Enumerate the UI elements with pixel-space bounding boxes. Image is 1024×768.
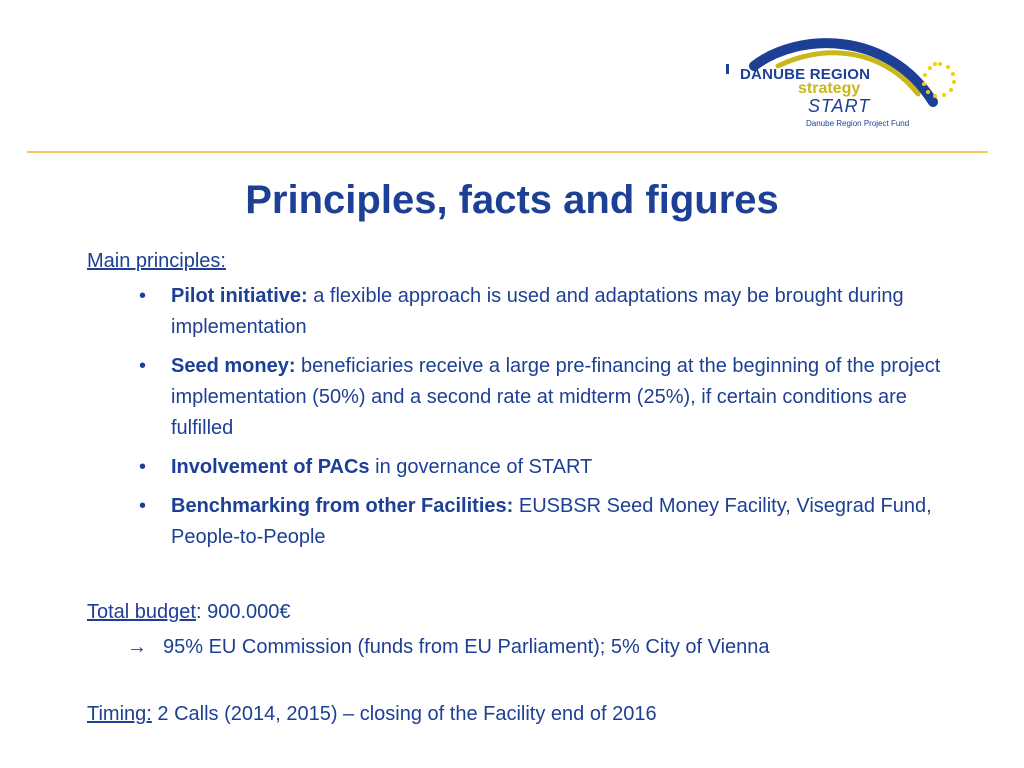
timing-label: Timing: <box>87 703 152 725</box>
bullet-text: in governance of START <box>369 456 593 478</box>
logo-start-text: START <box>808 96 871 116</box>
logo-tagline: Danube Region Project Fund <box>806 119 910 128</box>
list-item <box>87 491 967 553</box>
timing-line <box>87 699 967 730</box>
bullet-bold-label: Pilot initiative: <box>171 285 308 307</box>
bullet-text: a flexible approach is used and adaptations may be brought during implementation <box>171 285 904 338</box>
principles-list <box>87 281 967 553</box>
budget-split-text: 95% EU Commission (funds from EU Parliament); 5% City of Vienna <box>163 636 770 658</box>
bullet-bold-label: Benchmarking from other Facilities: <box>171 495 514 517</box>
logo-brand-text: DANUBE REGION <box>740 66 871 83</box>
principles-heading-text: Main principles: <box>87 250 226 272</box>
bullet-bold-label: Seed money: <box>171 355 296 377</box>
bullet-bold-label: Involvement of PACs <box>171 456 370 478</box>
principles-heading <box>87 246 967 277</box>
bullet-icon: • <box>139 355 147 377</box>
slide-title: Principles, facts and figures <box>245 178 779 222</box>
budget-label: Total budget <box>87 601 196 623</box>
slide-content <box>87 246 967 730</box>
bullet-icon: • <box>139 495 147 517</box>
budget-line <box>87 597 967 628</box>
list-item <box>87 281 967 343</box>
bullet-icon: • <box>139 456 147 478</box>
bullet-text: EUSBSR Seed Money Facility, Visegrad Fund, People-to-People <box>171 495 932 548</box>
list-item <box>87 452 967 483</box>
budget-value: : 900.000€ <box>195 601 291 623</box>
arrow-right-icon: → <box>127 636 147 658</box>
timing-value: 2 Calls (2014, 2015) – closing of the Facility end of 2016 <box>151 703 657 725</box>
bullet-icon: • <box>139 285 147 307</box>
logo-strategy-text: strategy <box>798 80 861 97</box>
list-item <box>87 351 967 444</box>
budget-split-line <box>87 632 967 663</box>
header-divider <box>27 151 988 153</box>
danube-region-logo <box>718 32 968 134</box>
bullet-text: beneficiaries receive a large pre-financing at the beginning of the project implementation (50%) and a second rate at midterm (25%), if certain conditions are fulfilled <box>171 355 941 439</box>
